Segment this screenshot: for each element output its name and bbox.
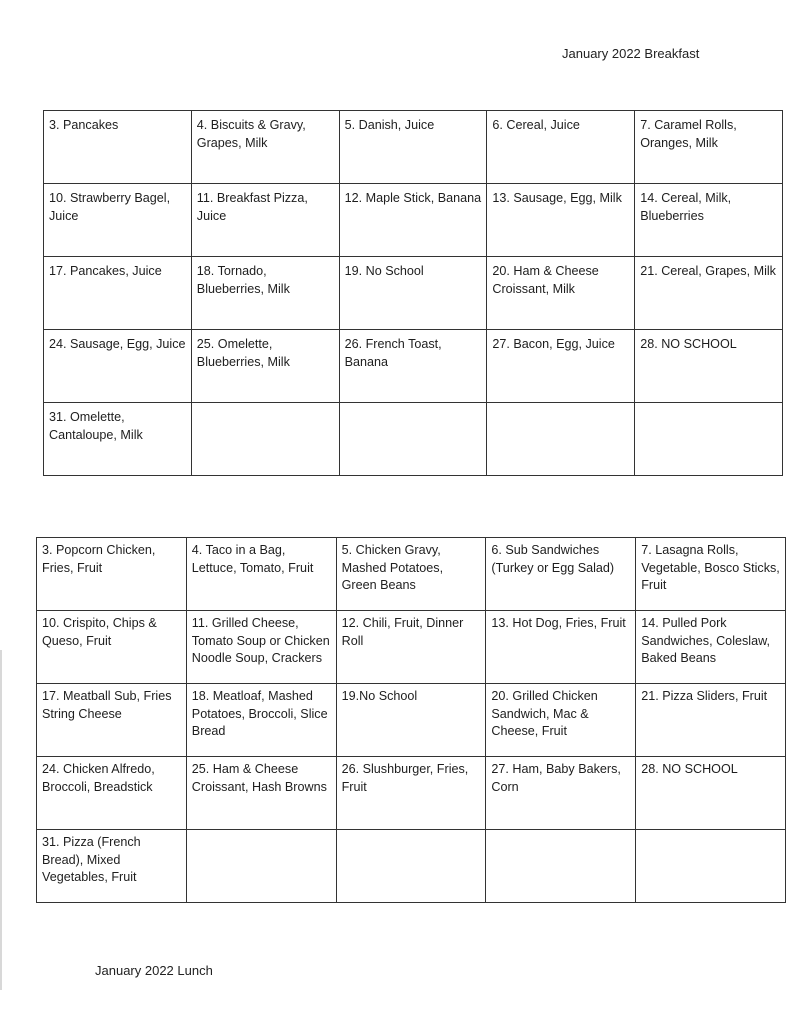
table-row <box>37 684 786 757</box>
lunch-menu-table <box>36 537 786 903</box>
menu-cell: 20. Ham & Cheese Croissant, Milk <box>487 257 635 330</box>
menu-cell: 11. Breakfast Pizza, Juice <box>191 184 339 257</box>
menu-cell: 28. NO SCHOOL <box>636 757 786 830</box>
menu-cell: 18. Tornado, Blueberries, Milk <box>191 257 339 330</box>
menu-cell: 20. Grilled Chicken Sandwich, Mac & Cheese, Fruit <box>486 684 636 757</box>
menu-cell <box>191 403 339 476</box>
menu-cell: 25. Omelette, Blueberries, Milk <box>191 330 339 403</box>
table-row <box>37 611 786 684</box>
menu-cell <box>186 830 336 903</box>
menu-cell: 26. French Toast, Banana <box>339 330 487 403</box>
menu-cell <box>635 403 783 476</box>
menu-cell: 5. Danish, Juice <box>339 111 487 184</box>
menu-cell: 12. Chili, Fruit, Dinner Roll <box>336 611 486 684</box>
menu-cell: 24. Sausage, Egg, Juice <box>44 330 192 403</box>
table-row <box>44 330 783 403</box>
lunch-title: January 2022 Lunch <box>95 963 213 978</box>
menu-cell: 17. Pancakes, Juice <box>44 257 192 330</box>
menu-cell: 14. Cereal, Milk, Blueberries <box>635 184 783 257</box>
menu-cell: 3. Popcorn Chicken, Fries, Fruit <box>37 538 187 611</box>
menu-cell: 21. Pizza Sliders, Fruit <box>636 684 786 757</box>
menu-cell: 18. Meatloaf, Mashed Potatoes, Broccoli, Slice Bread <box>186 684 336 757</box>
menu-cell: 13. Sausage, Egg, Milk <box>487 184 635 257</box>
menu-cell: 12. Maple Stick, Banana <box>339 184 487 257</box>
breakfast-title: January 2022 Breakfast <box>562 46 700 61</box>
menu-cell: 28. NO SCHOOL <box>635 330 783 403</box>
table-row <box>44 257 783 330</box>
table-row <box>44 111 783 184</box>
menu-cell: 7. Caramel Rolls, Oranges, Milk <box>635 111 783 184</box>
table-row <box>44 184 783 257</box>
menu-cell: 21. Cereal, Grapes, Milk <box>635 257 783 330</box>
table-row <box>37 538 786 611</box>
menu-cell: 4. Biscuits & Gravy, Grapes, Milk <box>191 111 339 184</box>
menu-cell: 27. Ham, Baby Bakers, Corn <box>486 757 636 830</box>
menu-cell: 31. Omelette, Cantaloupe, Milk <box>44 403 192 476</box>
table-row <box>37 830 786 903</box>
menu-cell: 4. Taco in a Bag, Lettuce, Tomato, Fruit <box>186 538 336 611</box>
menu-cell: 6. Sub Sandwiches (Turkey or Egg Salad) <box>486 538 636 611</box>
menu-cell: 3. Pancakes <box>44 111 192 184</box>
menu-cell <box>339 403 487 476</box>
menu-cell: 7. Lasagna Rolls, Vegetable, Bosco Sticks, Fruit <box>636 538 786 611</box>
menu-cell <box>486 830 636 903</box>
scan-edge-mark <box>0 650 2 990</box>
menu-cell: 25. Ham & Cheese Croissant, Hash Browns <box>186 757 336 830</box>
menu-cell: 10. Strawberry Bagel, Juice <box>44 184 192 257</box>
menu-cell: 14. Pulled Pork Sandwiches, Coleslaw, Baked Beans <box>636 611 786 684</box>
menu-cell: 27. Bacon, Egg, Juice <box>487 330 635 403</box>
menu-cell: 17. Meatball Sub, Fries String Cheese <box>37 684 187 757</box>
table-row <box>37 757 786 830</box>
menu-cell: 19.No School <box>336 684 486 757</box>
menu-cell <box>636 830 786 903</box>
breakfast-menu-table <box>43 110 783 476</box>
menu-cell: 6. Cereal, Juice <box>487 111 635 184</box>
menu-cell: 13. Hot Dog, Fries, Fruit <box>486 611 636 684</box>
menu-cell: 11. Grilled Cheese, Tomato Soup or Chicken Noodle Soup, Crackers <box>186 611 336 684</box>
menu-cell: 10. Crispito, Chips & Queso, Fruit <box>37 611 187 684</box>
menu-cell: 24. Chicken Alfredo, Broccoli, Breadstick <box>37 757 187 830</box>
menu-cell: 19. No School <box>339 257 487 330</box>
menu-cell <box>487 403 635 476</box>
table-row <box>44 403 783 476</box>
menu-cell: 31. Pizza (French Bread), Mixed Vegetables, Fruit <box>37 830 187 903</box>
menu-cell <box>336 830 486 903</box>
menu-cell: 26. Slushburger, Fries, Fruit <box>336 757 486 830</box>
menu-cell: 5. Chicken Gravy, Mashed Potatoes, Green Beans <box>336 538 486 611</box>
